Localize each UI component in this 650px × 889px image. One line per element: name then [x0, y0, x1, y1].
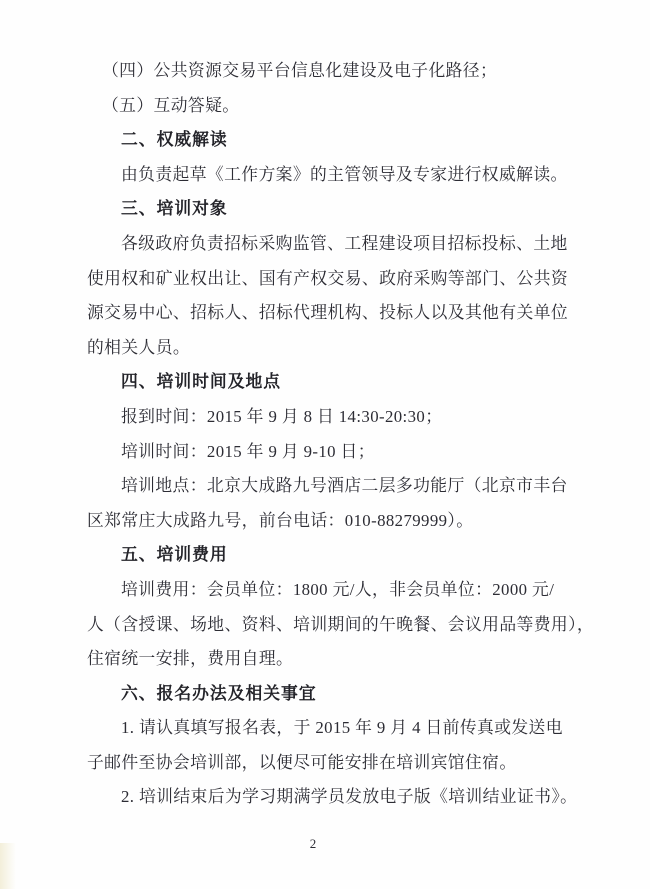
doc-line: 子邮件至协会培训部，以便尽可能安排在培训宾馆住宿。 [87, 752, 517, 772]
doc-line: 报到时间：2015 年 9 月 8 日 14:30-20:30； [121, 406, 443, 426]
doc-line: 住宿统一安排，费用自理。 [87, 649, 294, 669]
doc-line: 培训地点：北京大成路九号酒店二层多功能厅（北京市丰台 [121, 476, 568, 496]
section-heading-5: 五、培训费用 [121, 545, 228, 565]
doc-line: 区郑常庄大成路九号，前台电话：010-88279999）。 [87, 510, 474, 530]
section-heading-3: 三、培训对象 [121, 199, 228, 219]
page-number: 2 [309, 836, 317, 851]
doc-line: 人（含授课、场地、资料、培训期间的午晚餐、会议用品等费用）， [87, 614, 595, 634]
doc-line: 2. 培训结束后为学习期满学员发放电子版《培训结业证书》。 [121, 787, 578, 807]
doc-line: 各级政府负责招标采购监管、工程建设项目招标投标、土地 [121, 233, 568, 253]
doc-line: 源交易中心、招标人、招标代理机构、投标人以及其他有关单位 [87, 303, 569, 323]
section-heading-2: 二、权威解读 [121, 130, 228, 150]
section-heading-4: 四、培训时间及地点 [121, 372, 282, 392]
doc-line: 培训时间：2015 年 9 月 9-10 日； [121, 441, 375, 461]
doc-line: 的相关人员。 [87, 337, 191, 357]
doc-line: 培训费用：会员单位：1800 元/人，非会员单位：2000 元/ [121, 579, 555, 599]
section-heading-6: 六、报名办法及相关事宜 [121, 683, 317, 703]
doc-line: 1. 请认真填写报名表，于 2015 年 9 月 4 日前传真或发送电 [121, 718, 563, 738]
doc-line-item-5: （五）互动答疑。 [102, 95, 240, 115]
doc-line-item-4: （四）公共资源交易平台信息化建设及电子化路径； [102, 61, 498, 80]
doc-line: 使用权和矿业权出让、国有产权交易、政府采购等部门、公共资 [87, 268, 569, 288]
doc-line: 由负责起草《工作方案》的主管领导及专家进行权威解读。 [121, 164, 568, 184]
